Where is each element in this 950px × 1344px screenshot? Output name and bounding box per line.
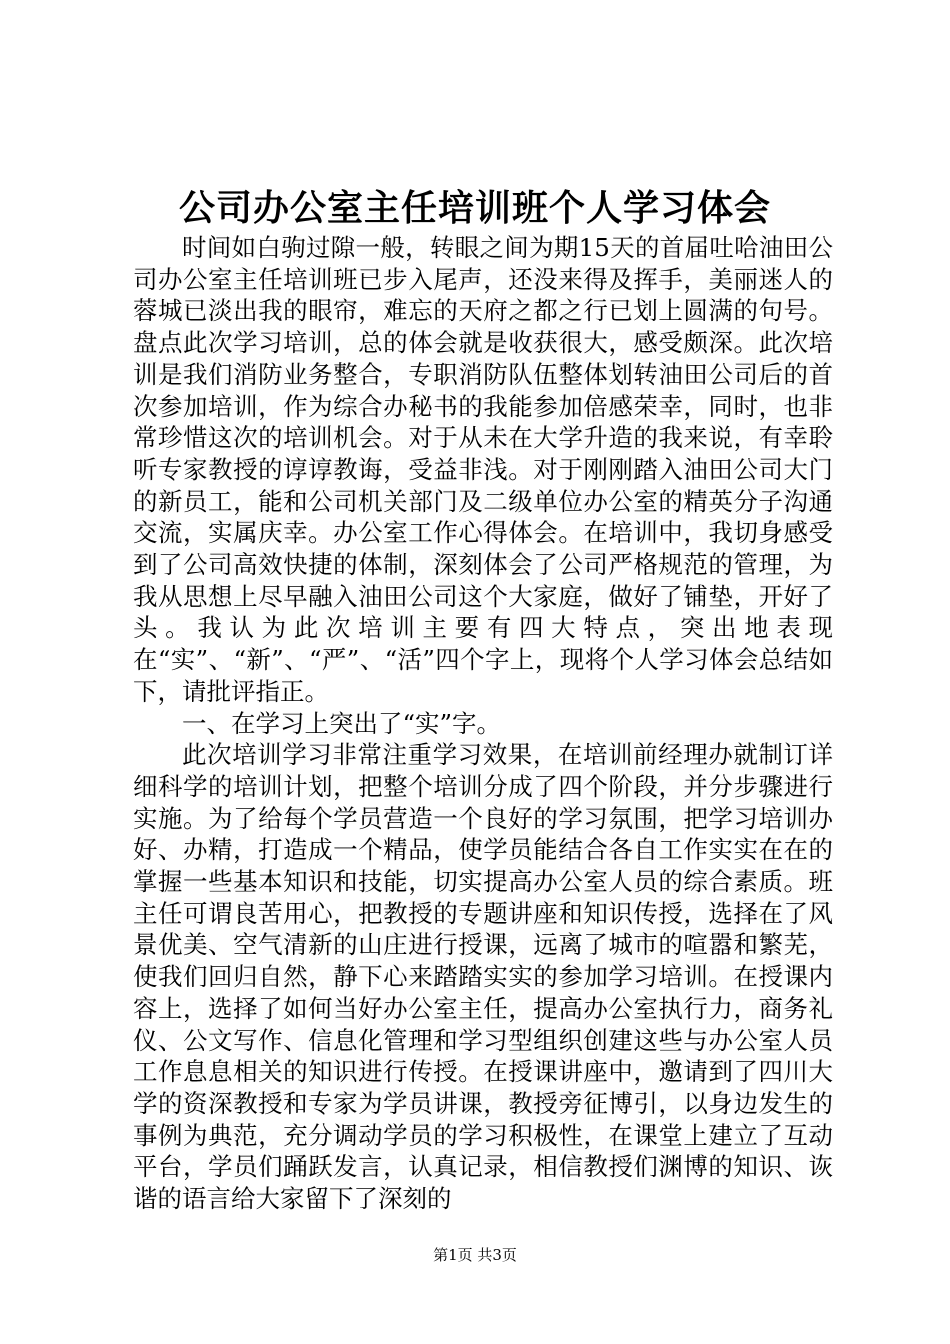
paragraph-intro: 时间如白驹过隙一般，转眼之间为期15天的首届吐哈油田公司办公室主任培训班已步入尾声，还没来得及挥手，美丽迷人的蓉城已淡出我的眼帘，难忘的天府之都之行已划上圆满的句号。盘点此次学习培训，总的体会就是收获很大，感受颇深。此次培训是我们消防业务整合，专职消防队伍整体划转油田公司后的首次参加培训，作为综合办秘书的我能参加倍感荣幸，同时，也非常珍惜这次的培训机会。对于从未在大学升造的我来说，有幸聆听专家教授的谆谆教诲，受益非浅。对于刚刚踏入油田公司大门的新员工，能和公司机关部门及二级单位办公室的精英分子沟通交流，实属庆幸。办公室工作心得体会。在培训中，我切身感受到了公司高效快捷的体制，深刻体会了公司严格规范的管理，为我从思想上尽早融入油田公司这个大家庭，做好了铺垫，开好了头。我认为此次培训主要有四大特点，突出地表现在“实”、“新”、“严”、“活”四个字上，现将个人学习体会总结如下，请批评指正。: [133, 233, 833, 706]
document-body: [133, 232, 833, 1215]
page-footer: 第1页 共3页: [433, 1246, 517, 1264]
section-heading-1: 一、在学习上突出了“实”字。: [182, 708, 502, 738]
paragraph-section-1: 此次培训学习非常注重学习效果，在培训前经理办就制订详细科学的培训计划，把整个培训分成了四个阶段，并分步骤进行实施。为了给每个学员营造一个良好的学习氛围，把学习培训办好、办精，打造成一个精品，使学员能结合各自工作实实在在的掌握一些基本知识和技能，切实提高办公室人员的综合素质。班主任可谓良苦用心，把教授的专题讲座和知识传授，选择在了风景优美、空气清新的山庄进行授课，远离了城市的喧嚣和繁芜，使我们回归自然，静下心来踏踏实实的参加学习培训。在授课内容上，选择了如何当好办公室主任，提高办公室执行力，商务礼仪、公文写作、信息化管理和学习型组织创建这些与办公室人员工作息息相关的知识进行传授。在授课讲座中，邀请到了四川大学的资深教授和专家为学员讲课，教授旁征博引，以身边发生的事例为典范，充分调动学员的学习积极性，在课堂上建立了互动平台，学员们踊跃发言，认真记录，相信教授们渊博的知识、诙谐的语言给大家留下了深刻的: [133, 740, 833, 1214]
document-title: 公司办公室主任培训班个人学习体会: [178, 187, 771, 229]
